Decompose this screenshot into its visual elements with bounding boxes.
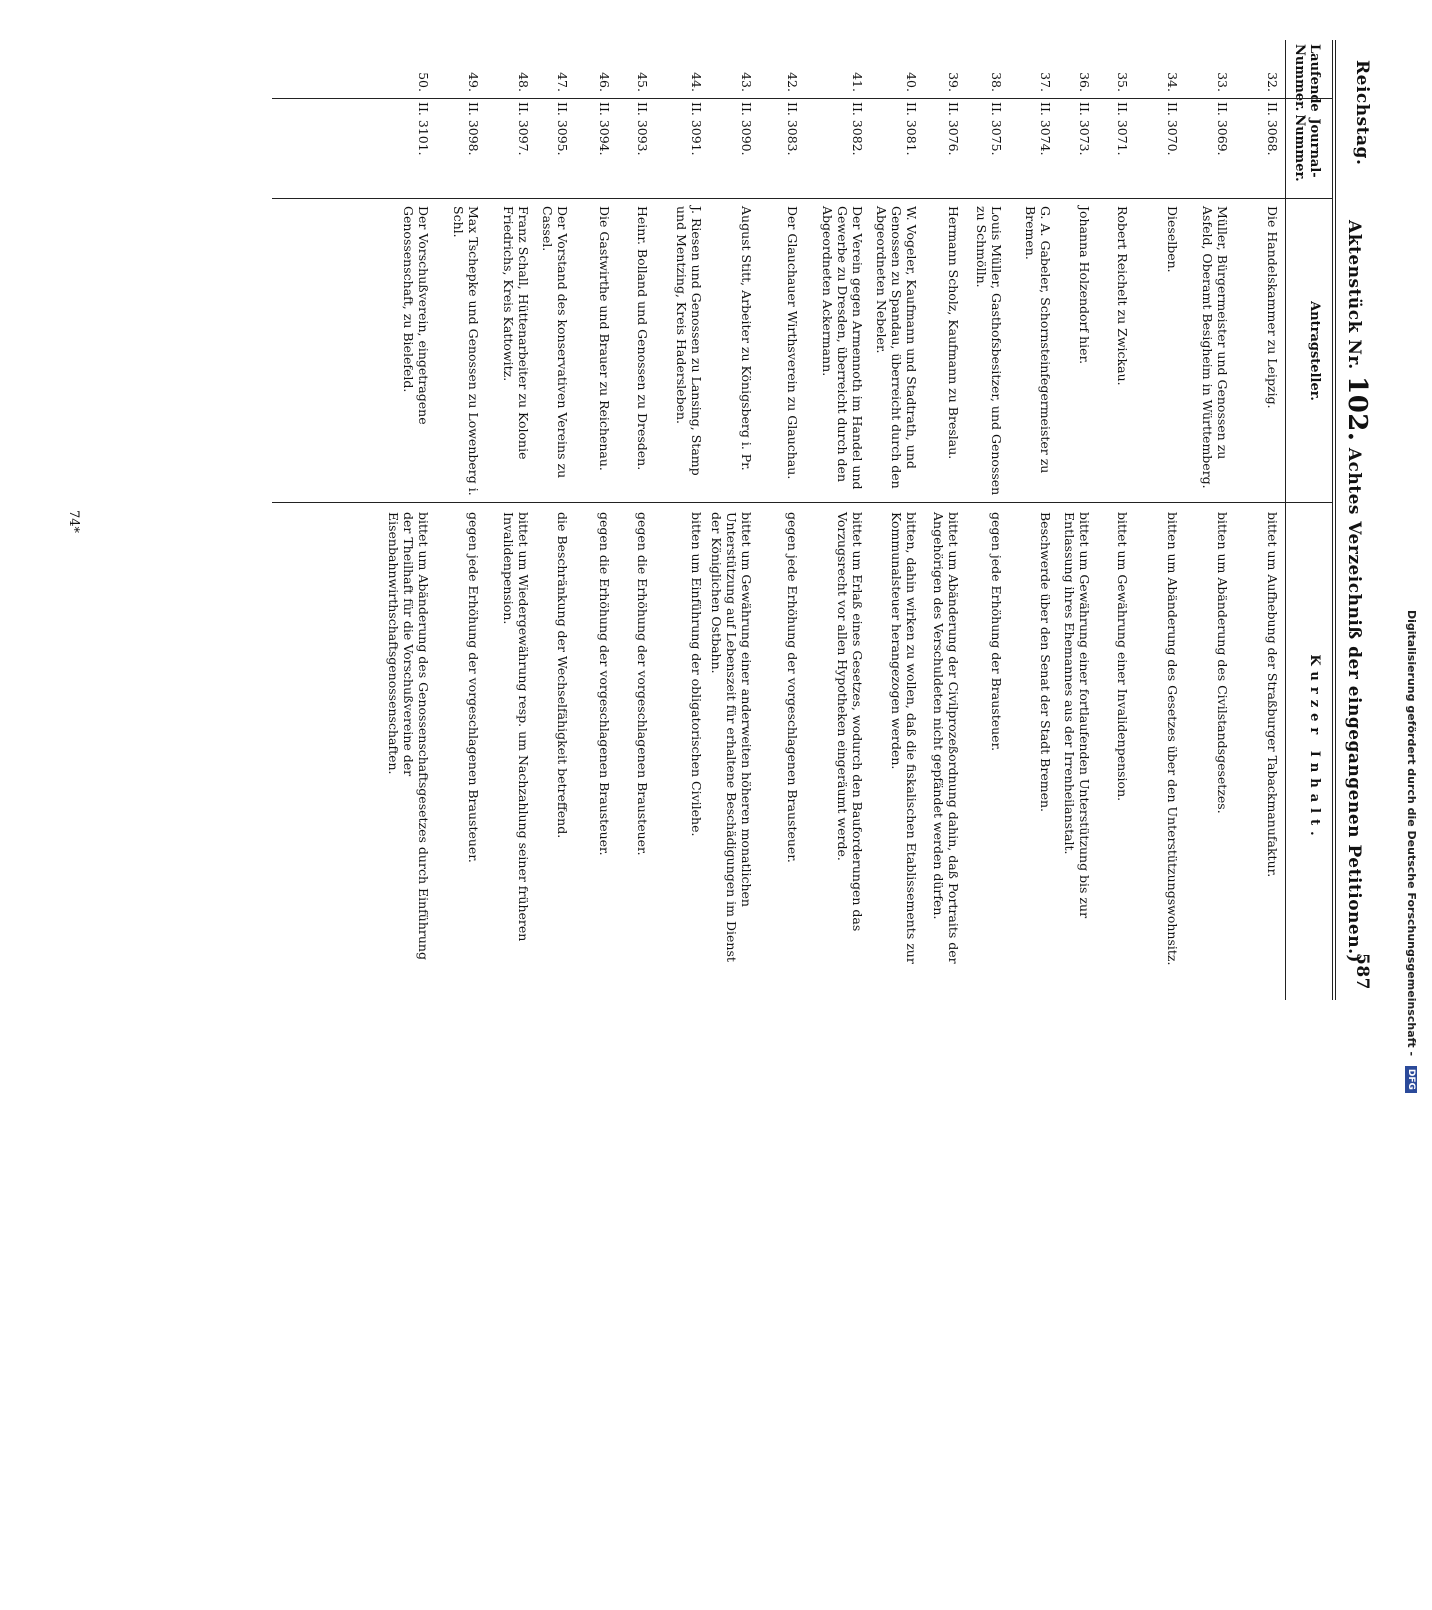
row-number: 47. xyxy=(554,72,570,92)
petitioner: Johanna Holzendorf hier. xyxy=(1076,206,1092,365)
petition-summary: bittet um Gewährung einer anderweiten höheren monatlichen Unterstützung auf Lebenszeit für erhaltene Beschädigungen im Dienst der Königlichen Ostbahn. xyxy=(708,512,754,962)
document-page xyxy=(60,40,1380,1000)
row-number: 33. xyxy=(1215,72,1231,92)
petition-summary: Beschwerde über den Senat der Stadt Bremen. xyxy=(1038,512,1054,812)
col-head-inhalt: Kurzer Inhalt. xyxy=(1307,654,1322,842)
col-divider-2 xyxy=(272,198,1332,199)
petitioner: Der Verein gegen Armennoth im Handel und Gewerbe zu Dresden, überreicht durch den Abgeordneten Ackermann. xyxy=(820,206,866,490)
col-divider-1 xyxy=(272,98,1332,99)
journal-number: II. 3093. xyxy=(635,102,651,156)
petition-summary: bitten, dahin wirken zu wollen, daß die fiskalischen Etablissements zur Kommunalsteuer herangezogen werden. xyxy=(889,512,920,964)
row-number: 40. xyxy=(904,72,920,92)
journal-number: II. 3097. xyxy=(516,102,532,156)
header-left: Reichstag. xyxy=(1352,60,1372,166)
row-number: 44. xyxy=(689,72,704,92)
journal-number: II. 3094. xyxy=(596,102,612,156)
petitioner: Hermann Scholz, Kaufmann zu Breslau. xyxy=(946,206,962,460)
petitioner: Heinr. Bolland und Genossen zu Dresden. xyxy=(635,206,651,471)
journal-number: II. 3095. xyxy=(554,102,570,156)
row-number: 37. xyxy=(1038,72,1054,92)
row-number: 38. xyxy=(988,72,1004,92)
petitioner: Robert Reichelt zu Zwickau. xyxy=(1115,206,1131,386)
dfg-logo: DFG xyxy=(1405,1066,1417,1093)
petition-summary: bittet um Gewährung einer Invalidenpension. xyxy=(1115,512,1131,802)
petitioner: Franz Schall, Hüttenarbeiter zu Kolonie Friedrichs, Kreis Kattowitz. xyxy=(501,206,532,460)
journal-number: II. 3082. xyxy=(850,102,866,156)
journal-number: II. 3076. xyxy=(946,102,962,156)
petitioner: W. Vogeler, Kaufmann und Stadtrath, und Genossen zu Spandau, überreicht durch den Abgeordneten Nebeler. xyxy=(874,206,920,489)
journal-number: II. 3101. xyxy=(416,102,432,156)
petition-summary: bittet um Abänderung der Civilprozeßordnung dahin, daß Portraits der Angehörigen des Verschuldeten nicht gepfändet werden dürfen. xyxy=(931,512,962,964)
col-head-journal: Journal-Nummer. xyxy=(1292,114,1322,182)
petition-summary: bitten um Abänderung des Civilstandsgesetzes. xyxy=(1215,512,1231,814)
petitioner: Der Vorschußverein, eingetragene Genossenschaft, zu Bielefeld. xyxy=(401,206,432,425)
header-bottom-rule xyxy=(1285,40,1286,1000)
row-number: 41. xyxy=(850,72,866,92)
petition-summary: gegen die Erhöhung der vorgeschlagenen Brausteuer. xyxy=(596,512,612,856)
petitioner: Die Gastwirthe und Brauer zu Reichenau. xyxy=(596,206,612,471)
digitization-credit xyxy=(1398,610,1418,1610)
row-number: 42. xyxy=(785,72,800,92)
journal-number: II. 3091. xyxy=(689,102,704,156)
petitioner: J. Riesen und Genossen zu Lansing, Stamp und Mentzing, Kreis Hadersleben. xyxy=(674,206,704,476)
row-number: 43. xyxy=(738,72,754,92)
petitioner: Der Vorstand des konservativen Vereins zu Cassel. xyxy=(539,206,570,479)
petition-summary: bittet um Gewährung einer fortlaufenden Unterstützung bis zur Entlassung ihres Ehemannes aus der Irrenheilanstalt. xyxy=(1061,512,1092,919)
petitioner: Müller, Bürgermeister und Genossen zu Asfeld, Oberamt Besigheim in Württemberg. xyxy=(1200,206,1231,489)
page-number: 587 xyxy=(1352,953,1372,990)
journal-number: II. 3068. xyxy=(1265,102,1280,156)
petition-summary: bitten um Einführung der obligatorischen Civilehe. xyxy=(689,512,704,837)
petitioner: G. A. Gabeler, Schornsteinfegermeister zu Bremen. xyxy=(1023,206,1054,474)
petitioner: Die Handelskammer zu Leipzig. xyxy=(1265,206,1280,409)
journal-number: II. 3071. xyxy=(1115,102,1131,156)
header-title xyxy=(1342,220,1372,963)
journal-number: II. 3081. xyxy=(904,102,920,156)
journal-number: II. 3090. xyxy=(738,102,754,156)
petitioner: Der Glauchauer Wirthsverein zu Glauchau. xyxy=(785,206,800,480)
petition-summary: bittet um Wiedergewährung resp. um Nachzahlung seiner früheren Invalidenpension. xyxy=(501,512,532,942)
petitioner: Louis Müller, Gasthofsbesitzer, und Genossen zu Schmölln. xyxy=(973,206,1004,496)
row-number: 35. xyxy=(1115,72,1131,92)
page-header xyxy=(1342,40,1372,1000)
row-number: 32. xyxy=(1265,72,1280,92)
journal-number: II. 3069. xyxy=(1215,102,1231,156)
row-number: 39. xyxy=(946,72,962,92)
journal-number: II. 3074. xyxy=(1038,102,1054,156)
petition-summary: gegen jede Erhöhung der vorgeschlagenen Brausteuer. xyxy=(466,512,482,863)
petition-summary: bittet um Erlaß eines Gesetzes, wodurch den Bauforderungen das Vorzugsrecht vor allen Hypotheken eingeräumt werde. xyxy=(835,512,866,932)
petition-summary: bitten um Abänderung des Gesetzes über den Unterstützungswohnsitz. xyxy=(1165,512,1181,966)
petition-summary: gegen jede Erhöhung der Brausteuer. xyxy=(988,512,1004,752)
top-rule xyxy=(1335,40,1336,1000)
header-title-prefix: Aktenstück Nr. xyxy=(1344,220,1364,370)
journal-number: II. 3098. xyxy=(466,102,482,156)
petition-summary: die Beschränkung der Wechselfähigkeit betreffend. xyxy=(554,512,570,839)
row-number: 45. xyxy=(635,72,651,92)
footer-mark: 74* xyxy=(66,510,81,534)
journal-number: II. 3073. xyxy=(1076,102,1092,156)
petitioner: August Stitt, Arbeiter zu Königsberg i. Pr. xyxy=(738,206,754,471)
top-rule-double xyxy=(1332,40,1333,1000)
col-divider-3 xyxy=(272,502,1332,503)
journal-number: II. 3083. xyxy=(785,102,800,156)
petitioner: Max Tschepke und Genossen zu Lowenberg i. Schl. xyxy=(451,206,482,496)
row-number: 49. xyxy=(466,72,482,92)
row-number: 46. xyxy=(596,72,612,92)
petition-summary: bittet um Aufhebung der Straßburger Tabackmanufaktur. xyxy=(1265,512,1280,878)
credit-text: Digitalisierung gefördert durch die Deutsche Forschungsgemeinschaft - xyxy=(1405,610,1418,1057)
header-number: 102. xyxy=(1342,376,1372,442)
row-number: 36. xyxy=(1076,72,1092,92)
row-number: 48. xyxy=(516,72,532,92)
petitioner: Dieselben. xyxy=(1165,206,1181,273)
petition-summary: gegen die Erhöhung der vorgeschlagenen Brausteuer. xyxy=(635,512,651,856)
row-number: 50. xyxy=(416,72,432,92)
row-number: 34. xyxy=(1165,72,1181,92)
journal-number: II. 3070. xyxy=(1165,102,1181,156)
petition-summary: gegen jede Erhöhung der vorgeschlagenen Brausteuer. xyxy=(785,512,800,863)
col-head-lfd: Laufende Nummer. xyxy=(1292,44,1322,112)
header-title-suffix: Achtes Verzeichniß der eingegangenen Petitionen.) xyxy=(1344,447,1364,964)
journal-number: II. 3075. xyxy=(988,102,1004,156)
petition-summary: bittet um Abänderung des Genossenschaftsgesetzes durch Einführung der Theilhaft für die Vorschußvereine der Eisenbahnwirthschaftsgenossenschaften. xyxy=(386,512,432,960)
col-head-antragsteller: Antragsteller. xyxy=(1307,301,1322,401)
